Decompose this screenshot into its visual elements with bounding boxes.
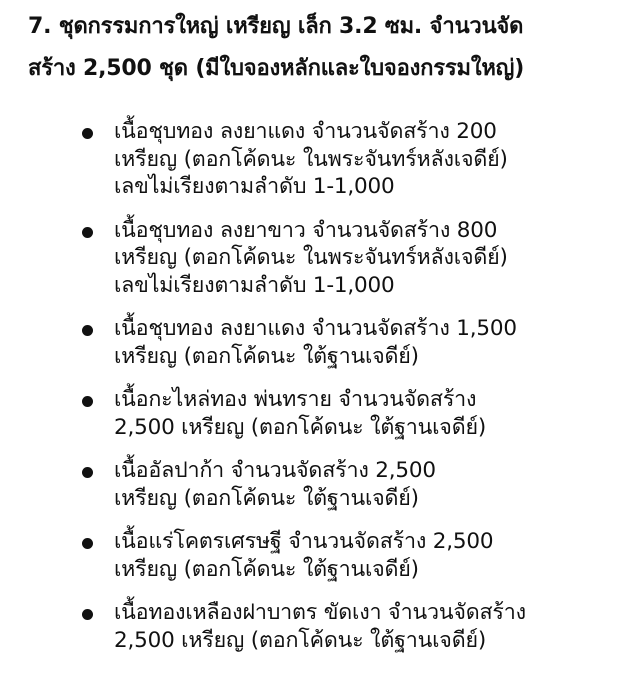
- list-item: [0, 315, 640, 370]
- list-item-line: เนื้อชุบทอง ลงยาแดง จำนวนจัดสร้าง 1,500: [114, 316, 517, 341]
- bullet-icon: [82, 467, 93, 478]
- section-heading-line: สร้าง 2,500 ชุด (มีใบจองหลักและใบจองกรรมใหญ่): [28, 56, 525, 81]
- list-item-line: เหรียญ (ตอกโค้ดนะ ในพระจันทร์หลังเจดีย์): [114, 245, 508, 270]
- bullet-icon: [82, 538, 93, 549]
- list-item-line: เหรียญ (ตอกโค้ดนะ ในพระจันทร์หลังเจดีย์): [114, 146, 508, 172]
- bullet-icon: [82, 609, 93, 620]
- bullet-icon: [82, 396, 93, 407]
- bullet-icon: [82, 325, 93, 336]
- list-item-line: 2,500 เหรียญ (ตอกโค้ดนะ ใต้ฐานเจดีย์): [114, 627, 487, 653]
- list-item: [0, 528, 640, 583]
- list-item-line: เนื้อชุบทอง ลงยาขาว จำนวนจัดสร้าง 800: [114, 217, 498, 243]
- list-item-line: เนื้ออัลปาก้า จำนวนจัดสร้าง 2,500: [114, 458, 436, 483]
- list-item: [0, 599, 640, 654]
- list-item-line: เลขไม่เรียงตามลำดับ 1-1,000: [114, 272, 395, 298]
- list-item-line: 2,500 เหรียญ (ตอกโค้ดนะ ใต้ฐานเจดีย์): [114, 414, 487, 440]
- bullet-icon: [82, 128, 93, 139]
- section-heading: [28, 6, 628, 90]
- list-item: [0, 457, 640, 512]
- bullet-icon: [82, 227, 93, 238]
- list-item-line: เนื้อกะไหล่ทอง พ่นทราย จำนวนจัดสร้าง: [114, 387, 477, 412]
- list-item-line: เหรียญ (ตอกโค้ดนะ ใต้ฐานเจดีย์): [114, 556, 419, 582]
- list-item: [0, 217, 640, 300]
- list-item-line: เนื้อแร่โคตรเศรษฐี จำนวนจัดสร้าง 2,500: [114, 529, 494, 554]
- list-item: [0, 386, 640, 441]
- list-item-line: เนื้อทองเหลืองฝาบาตร ขัดเงา จำนวนจัดสร้าง: [114, 600, 526, 625]
- medal-item-list: [0, 118, 640, 670]
- section-heading-line: 7. ชุดกรรมการใหญ่ เหรียญ เล็ก 3.2 ซม. จำนวนจัด: [28, 14, 524, 39]
- list-item-line: เหรียญ (ตอกโค้ดนะ ใต้ฐานเจดีย์): [114, 485, 419, 511]
- list-item: [0, 118, 640, 201]
- list-item-line: เลขไม่เรียงตามลำดับ 1-1,000: [114, 174, 395, 199]
- list-item-line: เหรียญ (ตอกโค้ดนะ ใต้ฐานเจดีย์): [114, 343, 419, 369]
- list-item-line: เนื้อชุบทอง ลงยาแดง จำนวนจัดสร้าง 200: [114, 119, 497, 144]
